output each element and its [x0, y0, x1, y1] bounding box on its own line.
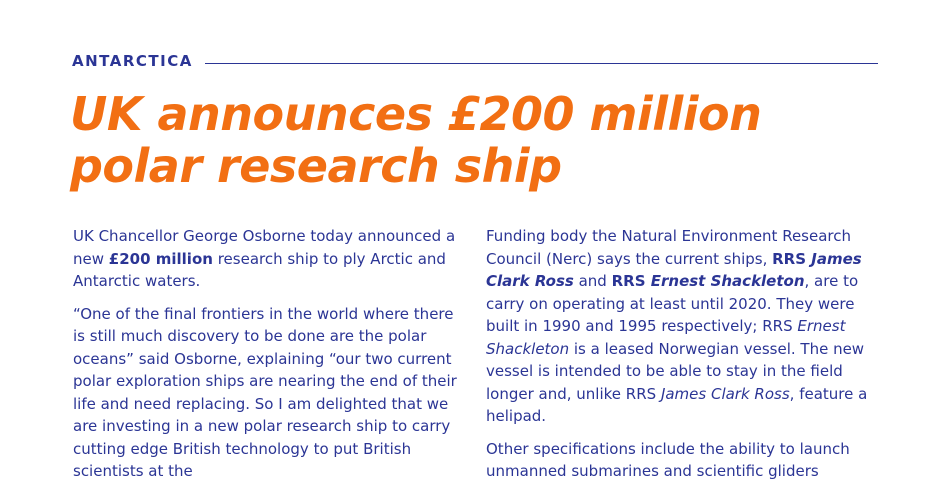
article-column-left [73, 225, 465, 493]
text-run: , feature a helipad. [486, 384, 868, 425]
ship-prefix: RRS [611, 272, 651, 290]
section-header [72, 51, 878, 71]
paragraph: Other specifications include the ability to launch unmanned submarines and scientific gliders [486, 439, 850, 480]
text-run: is a leased Norwegian vessel. The new vessel is intended to be able to stay in the field longer and, unlike RRS [486, 339, 865, 403]
article-column-right [486, 225, 886, 493]
ship-prefix: RRS [772, 249, 812, 268]
text-run: and [573, 272, 612, 290]
text-run: UK Chancellor George Osborne today announced a new [73, 227, 456, 268]
ship-name-italic: Ernest Shackleton [650, 272, 805, 290]
ship-name [612, 272, 805, 290]
text-run: , are to carry on operating at least until 2020. They were built in 1990 and 1995 respectively; RRS [486, 272, 859, 335]
ship-name-italic: James Clark Ross [486, 249, 862, 290]
text-run: research ship to ply Arctic and Antarctic waters. [73, 249, 446, 290]
paragraph [73, 225, 465, 293]
paragraph [486, 225, 886, 428]
article-headline [70, 88, 890, 192]
emphasis-amount: £200 million [108, 249, 213, 268]
headline-line-1: UK announces £200 million [70, 87, 762, 141]
paragraph: “One of the final frontiers in the world where there is still much discovery to be done are the polar oceans” said Osborne, explaining “our two current polar exploration ships are nearing the end of their life and need replacing. So I am delighted that we are investing in a new polar research ship to carry cutting edge British technology to put British scientists at the [73, 304, 457, 480]
section-label: ANTARCTICA [72, 52, 193, 70]
text-run: Funding body the Natural Environment Research Council (Nerc) says the current ships, [486, 227, 852, 268]
headline-line-2: polar research ship [70, 139, 562, 193]
ship-name-italic: Ernest Shackleton [486, 317, 846, 358]
ship-name-italic: James Clark Ross [660, 384, 790, 403]
section-divider [205, 63, 878, 64]
